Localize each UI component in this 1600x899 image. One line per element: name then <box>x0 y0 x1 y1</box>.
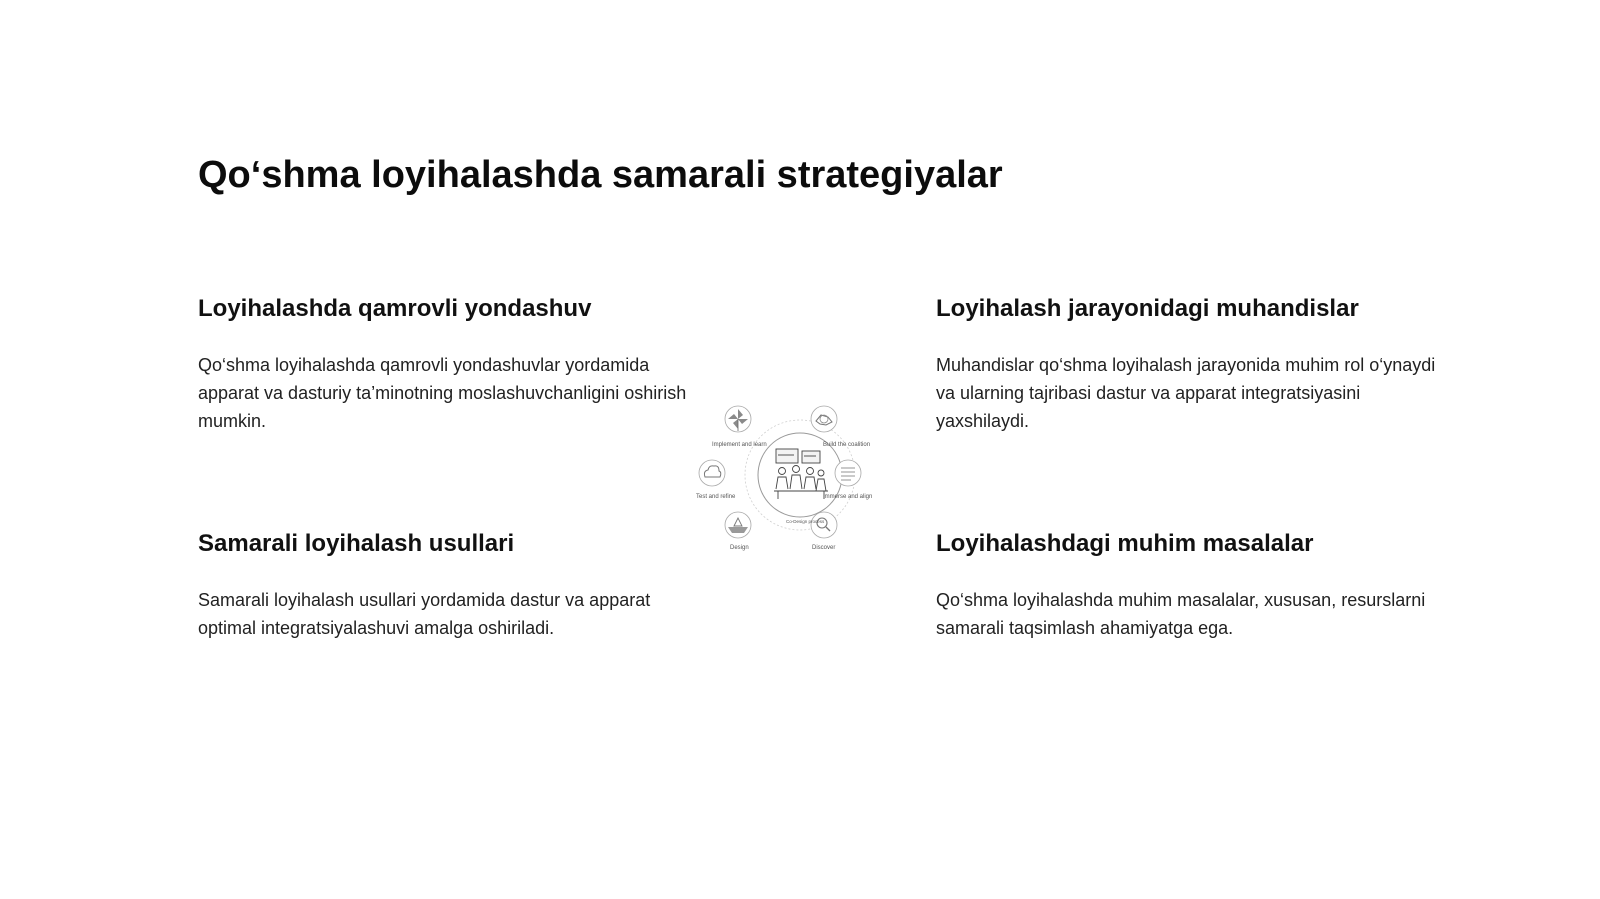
label-implement: Implement and learn <box>712 442 767 448</box>
pinwheel-icon <box>725 406 751 432</box>
section-heading: Loyihalash jarayonidagi muhandislar <box>936 295 1359 322</box>
section-text: Qo‘shma loyihalashda muhim masalalar, xususan, resurslarni samarali taqsimlash ahamiyatga ega. <box>936 590 1426 638</box>
section-text: Samarali loyihalash usullari yordamida dastur va apparat optimal integratsiyalashuvi amalga oshiriladi. <box>198 590 651 638</box>
magnifier-icon <box>811 512 837 538</box>
label-center: Co-Design process <box>786 519 825 524</box>
label-discover: Discover <box>812 545 836 551</box>
cloud-icon <box>699 460 725 486</box>
document-icon <box>835 460 861 486</box>
section-design-methods <box>198 530 708 642</box>
section-engineers <box>936 295 1436 435</box>
page-title: Qo‘shma loyihalashda samarali strategiyalar <box>198 154 1003 196</box>
label-test: Test and refine <box>696 494 736 500</box>
label-design: Design <box>730 545 749 551</box>
label-build: Build the coalition <box>823 442 871 448</box>
section-comprehensive-approach <box>198 295 708 435</box>
section-heading: Loyihalashda qamrovli yondashuv <box>198 295 592 322</box>
section-heading: Samarali loyihalash usullari <box>198 530 515 557</box>
boat-icon <box>725 512 751 538</box>
handshake-icon <box>811 406 837 432</box>
co-design-cycle-diagram <box>690 405 910 570</box>
section-text: Qo‘shma loyihalashda qamrovli yondashuvlar yordamida apparat va dasturiy ta’minotning moslashuvchanligini oshirish mumkin. <box>198 355 687 431</box>
label-immerse: Immerse and align <box>823 494 873 500</box>
section-heading: Loyihalashdagi muhim masalalar <box>936 530 1314 557</box>
section-key-issues <box>936 530 1436 642</box>
section-text: Muhandislar qo‘shma loyihalash jarayonida muhim rol o‘ynaydi va ularning tajribasi dastur va apparat integratsiyasini yaxshilaydi. <box>936 355 1436 431</box>
